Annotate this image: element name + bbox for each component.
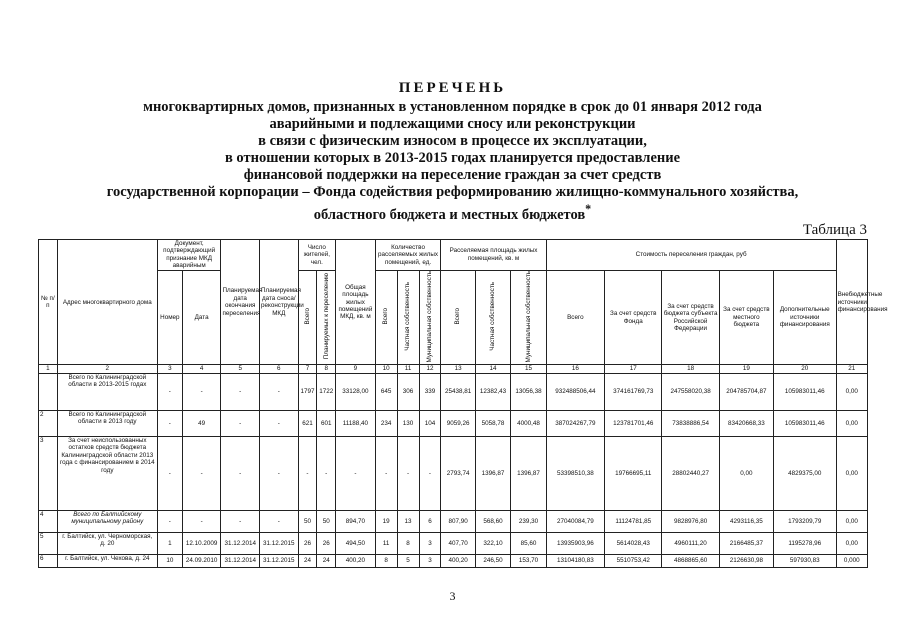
header-cost-additional: Дополнительные источники финансирования — [773, 270, 836, 365]
table-body — [39, 373, 868, 567]
table-cell — [39, 373, 58, 410]
table-cell: 6 — [39, 554, 58, 567]
header-cost-local: За счет средств местного бюджета — [719, 270, 773, 365]
table-cell: - — [260, 373, 299, 410]
table-cell: 306 — [397, 373, 419, 410]
table-cell: - — [157, 510, 182, 532]
table-cell: 10 — [157, 554, 182, 567]
column-number-row — [39, 365, 868, 373]
column-number: 13 — [441, 365, 475, 373]
header-doc-group: Документ, подтверждающий признание МКД аварийным — [157, 240, 221, 271]
header-cost-regional: За счет средств бюджета субъекта Российской Федерации — [662, 270, 719, 365]
header-area-group: Расселяемая площадь жилых помещений, кв. м — [441, 240, 546, 271]
heading-line: многоквартирных домов, признанных в установленном порядке в срок до 01 января 2012 года — [143, 99, 762, 115]
table-row — [39, 436, 868, 510]
column-number: 5 — [221, 365, 260, 373]
table-cell: 26 — [298, 532, 317, 554]
column-number: 15 — [511, 365, 546, 373]
column-number: 6 — [260, 365, 299, 373]
header-rooms-group: Количество расселяемых жилых помещений, ед. — [375, 240, 441, 271]
table-cell: 374161769,73 — [605, 373, 662, 410]
table-cell: 4960111,20 — [662, 532, 719, 554]
table-cell: 105983011,46 — [773, 410, 836, 436]
header-area-g-private: Частная собственность — [475, 270, 510, 365]
table-cell: 31.12.2014 — [221, 554, 260, 567]
table-row — [39, 373, 868, 410]
footnote-mark: * — [585, 202, 592, 216]
table-cell: 123781701,46 — [605, 410, 662, 436]
column-number: 10 — [375, 365, 397, 373]
table-cell: - — [157, 373, 182, 410]
table-cell: 3 — [419, 554, 441, 567]
header-area-g-total: Всего — [441, 270, 475, 365]
table-cell: 239,30 — [511, 510, 546, 532]
table-cell: 597930,83 — [773, 554, 836, 567]
table-cell: 85,60 — [511, 532, 546, 554]
table-cell: 2126630,98 — [719, 554, 773, 567]
table-cell: 130 — [397, 410, 419, 436]
table-cell: - — [182, 510, 221, 532]
table-cell: 3 — [39, 436, 58, 510]
table-cell: - — [157, 410, 182, 436]
table-cell: 50 — [298, 510, 317, 532]
table-cell: - — [221, 373, 260, 410]
table-label: Таблица 3 — [802, 222, 867, 238]
header-cost-offbudget: Внебюджетные источники финансирования — [836, 240, 867, 365]
header-planned-demolition: Планируемая дата сноса/ реконструкции МКД — [260, 240, 299, 365]
header-doc-number: Номер — [157, 270, 182, 365]
address-cell: За счет неиспользованных остатков средств бюджета Калининградской области 2013 года с финансированием в 2014 году — [57, 436, 157, 510]
table-cell: - — [375, 436, 397, 510]
header-residents-group: Число жителей, чел. — [298, 240, 336, 271]
table-cell: 8 — [397, 532, 419, 554]
table-cell: 53398510,38 — [546, 436, 604, 510]
table-cell: 0,00 — [836, 532, 867, 554]
table-cell: - — [221, 410, 260, 436]
table-cell: 645 — [375, 373, 397, 410]
header-cost-fund: За счет средств Фонда — [605, 270, 662, 365]
table-cell: 246,50 — [475, 554, 510, 567]
table-cell: 601 — [317, 410, 336, 436]
table-cell: 1 — [157, 532, 182, 554]
table-cell: 9059,26 — [441, 410, 475, 436]
heading-line: государственной корпорации – Фонда содействия реформированию жилищно-коммунального хозяйства, — [106, 184, 799, 200]
table-cell: - — [221, 510, 260, 532]
header-area-g-municipal: Муниципальная собственность — [511, 270, 546, 365]
table-cell: 31.12.2015 — [260, 554, 299, 567]
table-cell: - — [157, 436, 182, 510]
table-cell: 387024267,79 — [546, 410, 604, 436]
table-cell: 0,00 — [836, 436, 867, 510]
table-cell: - — [298, 436, 317, 510]
table-cell: 5614028,43 — [605, 532, 662, 554]
table-cell: 73838886,54 — [662, 410, 719, 436]
header-rooms-private: Частная собственность — [397, 270, 419, 365]
table-cell: - — [317, 436, 336, 510]
column-number: 3 — [157, 365, 182, 373]
table-cell: 807,90 — [441, 510, 475, 532]
table-cell: 83420668,33 — [719, 410, 773, 436]
table-cell: - — [182, 373, 221, 410]
table-cell: - — [260, 436, 299, 510]
table-cell: 50 — [317, 510, 336, 532]
address-cell: г. Балтийск, ул. Чехова, д. 24 — [57, 554, 157, 567]
table-cell: 31.12.2014 — [221, 532, 260, 554]
housing-table — [38, 239, 888, 568]
header-address: Адрес многоквартирного дома — [57, 240, 157, 365]
table-cell: 322,10 — [475, 532, 510, 554]
document-heading — [0, 80, 905, 224]
table-cell: 4868865,60 — [662, 554, 719, 567]
heading-line-last: областного бюджета и местных бюджетов* — [313, 202, 592, 223]
table-cell: - — [397, 436, 419, 510]
table-cell: 339 — [419, 373, 441, 410]
column-number: 17 — [605, 365, 662, 373]
table-cell: 4829375,00 — [773, 436, 836, 510]
table-cell: 13056,38 — [511, 373, 546, 410]
header-num: № п/п — [39, 240, 58, 365]
address-cell: г. Балтийск, ул. Черноморская, д. 20 — [57, 532, 157, 554]
table-cell: 0,00 — [836, 510, 867, 532]
table-cell: 13 — [397, 510, 419, 532]
column-number: 7 — [298, 365, 317, 373]
table-cell: 2 — [39, 410, 58, 436]
table-cell: - — [260, 510, 299, 532]
table-cell: 105983011,46 — [773, 373, 836, 410]
table-cell: 13104180,83 — [546, 554, 604, 567]
table-cell: 26 — [317, 532, 336, 554]
header-planned-end: Планируемая дата окончания переселения — [221, 240, 260, 365]
page-number: 3 — [449, 589, 456, 603]
table-cell: 24.09.2010 — [182, 554, 221, 567]
table-row — [39, 510, 868, 532]
table-cell: 49 — [182, 410, 221, 436]
table-cell: - — [221, 436, 260, 510]
table-row — [39, 532, 868, 554]
table-cell: - — [182, 436, 221, 510]
table-cell: 5058,78 — [475, 410, 510, 436]
table-cell: 894,70 — [336, 510, 376, 532]
table-cell: 11124781,85 — [605, 510, 662, 532]
table-cell: 8 — [375, 554, 397, 567]
table-cell: 621 — [298, 410, 317, 436]
column-number: 20 — [773, 365, 836, 373]
table-cell: 31.12.2015 — [260, 532, 299, 554]
table-cell: 11188,40 — [336, 410, 376, 436]
table-cell: 5510753,42 — [605, 554, 662, 567]
table-cell: 27040084,79 — [546, 510, 604, 532]
table-cell: 1396,87 — [475, 436, 510, 510]
table-cell: 19766695,11 — [605, 436, 662, 510]
table-cell: 407,70 — [441, 532, 475, 554]
table-cell: 2793,74 — [441, 436, 475, 510]
table-cell: 494,50 — [336, 532, 376, 554]
table-cell: 4000,48 — [511, 410, 546, 436]
table-cell: 24 — [298, 554, 317, 567]
column-number: 4 — [182, 365, 221, 373]
table-cell: 4 — [39, 510, 58, 532]
table-cell: 11 — [375, 532, 397, 554]
header-residents-planned: Планируемых к переселению — [317, 270, 336, 365]
header-rooms-total: Всего — [375, 270, 397, 365]
table-cell: 1722 — [317, 373, 336, 410]
table-cell: - — [336, 436, 376, 510]
table-cell: 24 — [317, 554, 336, 567]
column-number: 18 — [662, 365, 719, 373]
table-cell: 5 — [397, 554, 419, 567]
table-row — [39, 554, 868, 567]
address-cell: Всего по Калининградской области в 2013-2015 годах — [57, 373, 157, 410]
table-cell: 932488506,44 — [546, 373, 604, 410]
column-number: 14 — [475, 365, 510, 373]
column-number: 2 — [57, 365, 157, 373]
table-cell: 12382,43 — [475, 373, 510, 410]
table-cell: 234 — [375, 410, 397, 436]
header-cost-total: Всего — [546, 270, 604, 365]
heading-title: ПЕРЕЧЕНЬ — [398, 80, 507, 96]
address-cell: Всего по Калининградской области в 2013 году — [57, 410, 157, 436]
table-cell: 4293116,35 — [719, 510, 773, 532]
table-cell: 400,20 — [441, 554, 475, 567]
table-cell: 12.10.2009 — [182, 532, 221, 554]
heading-line: финансовой поддержки на переселение граждан за счет средств — [243, 167, 662, 183]
table-cell: 6 — [419, 510, 441, 532]
table-cell: - — [419, 436, 441, 510]
table-cell: 400,20 — [336, 554, 376, 567]
table-cell: 5 — [39, 532, 58, 554]
table-cell: 1195278,96 — [773, 532, 836, 554]
table-row — [39, 410, 868, 436]
table-cell: 25438,81 — [441, 373, 475, 410]
table-cell: 1396,87 — [511, 436, 546, 510]
column-number: 8 — [317, 365, 336, 373]
table-cell: 28802440,27 — [662, 436, 719, 510]
header-doc-date: Дата — [182, 270, 221, 365]
table-cell: 1797 — [298, 373, 317, 410]
table-cell: 0,000 — [836, 554, 867, 567]
table-cell: - — [260, 410, 299, 436]
column-number: 1 — [39, 365, 58, 373]
table-cell: 19 — [375, 510, 397, 532]
heading-line: аварийными и подлежащими сносу или реконструкции — [269, 116, 636, 132]
table-cell: 33128,00 — [336, 373, 376, 410]
table-cell: 568,60 — [475, 510, 510, 532]
header-rooms-municipal: Муниципальная собственность — [419, 270, 441, 365]
column-number: 11 — [397, 365, 419, 373]
table-cell: 104 — [419, 410, 441, 436]
column-number: 21 — [836, 365, 867, 373]
table-cell: 204785704,87 — [719, 373, 773, 410]
column-number: 19 — [719, 365, 773, 373]
table-cell: 9828976,80 — [662, 510, 719, 532]
column-number: 12 — [419, 365, 441, 373]
table-cell: 13935903,96 — [546, 532, 604, 554]
table-cell: 153,70 — [511, 554, 546, 567]
heading-line: в связи с физическим износом в процессе их эксплуатации, — [258, 133, 647, 149]
column-number: 9 — [336, 365, 376, 373]
header-residents-total: Всего — [298, 270, 317, 365]
table-cell: 0,00 — [719, 436, 773, 510]
table-cell: 247558020,38 — [662, 373, 719, 410]
header-area-total: Общая площадь жилых помещений МКД, кв. м — [336, 240, 376, 365]
address-cell: Всего по Балтийскому муниципальному району — [57, 510, 157, 532]
table-cell: 0,00 — [836, 410, 867, 436]
table-cell: 3 — [419, 532, 441, 554]
table-cell: 0,00 — [836, 373, 867, 410]
header-cost-group: Стоимость переселения граждан, руб — [546, 240, 836, 271]
table-cell: 2166485,37 — [719, 532, 773, 554]
table-cell: 1793209,79 — [773, 510, 836, 532]
heading-line: в отношении которых в 2013-2015 годах планируется предоставление — [224, 150, 681, 166]
column-number: 16 — [546, 365, 604, 373]
